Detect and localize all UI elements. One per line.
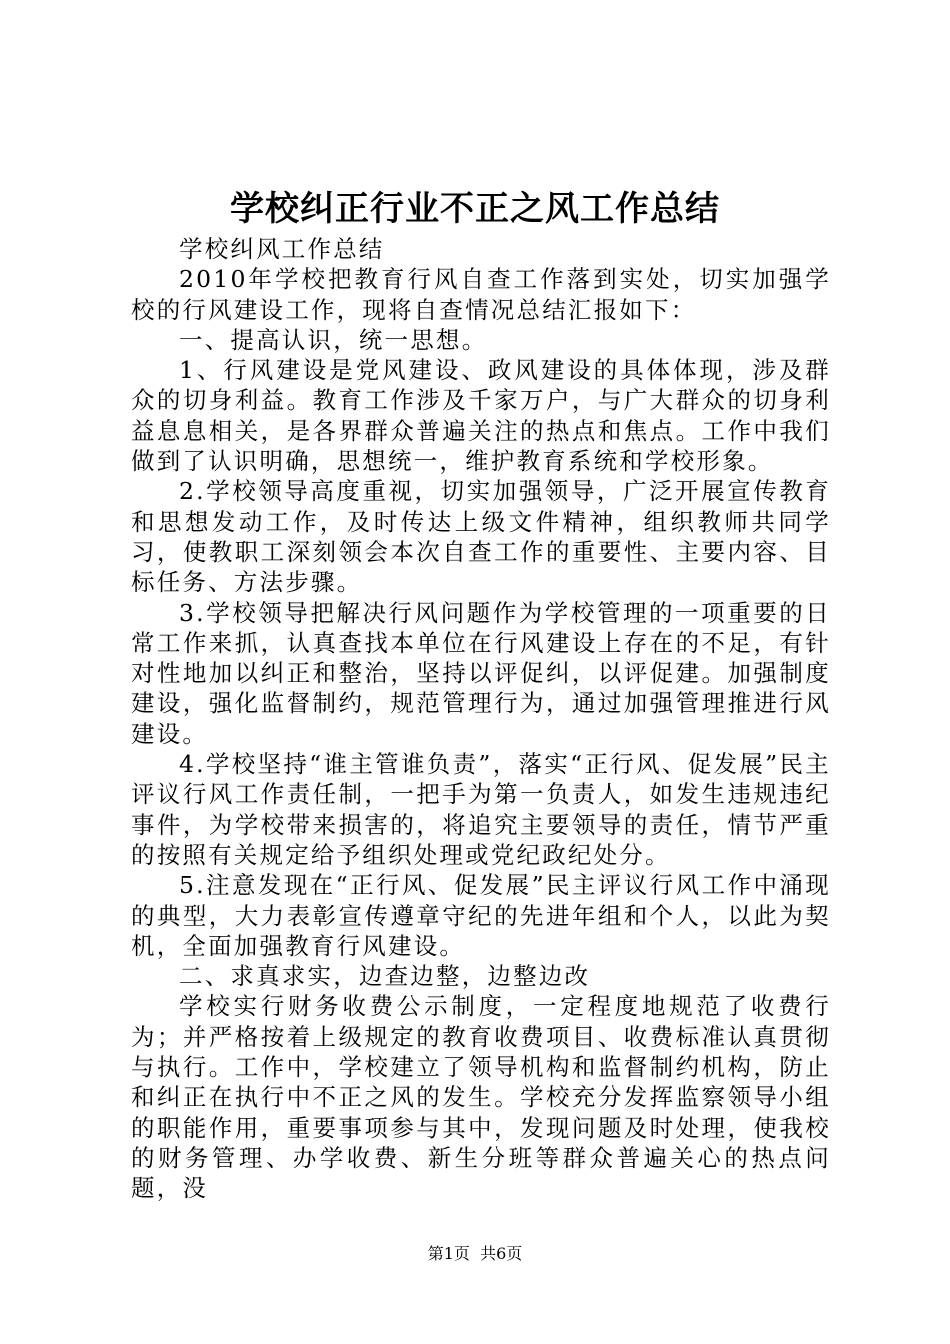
paragraph: 1、行风建设是党风建设、政风建设的具体体现，涉及群众的切身利益。教育工作涉及千家万户，与广大群众的切身利益息息相关，是各界群众普遍关注的热点和焦点。工作中我们做到了认识明确，思想统一，维护教育系统和学校形象。	[131, 356, 831, 476]
paragraph: 一、提高认识，统一思想。	[179, 325, 488, 354]
document-title: 学校纠正行业不正之风工作总结	[230, 189, 720, 229]
page-number: 第1页	[427, 1244, 470, 1263]
paragraph: 2010年学校把教育行风自查工作落到实处，切实加强学校的行风建设工作，现将自查情况总结汇报如下：	[131, 265, 831, 324]
document-body	[131, 234, 831, 1204]
page-footer	[0, 1244, 950, 1264]
paragraph: 学校纠风工作总结	[179, 235, 385, 263]
paragraph: 2.学校领导高度重视，切实加强领导，广泛开展宣传教育和思想发动工作，及时传达上级文件精神，组织教师共同学习，使教职工深刻领会本次自查工作的重要性、主要内容、目标任务、方法步骤。	[131, 477, 831, 597]
paragraph: 4.学校坚持“谁主管谁负责”，落实“正行风、促发展”民主评议行风工作责任制，一把手为第一负责人，如发生违规违纪事件，为学校带来损害的，将追究主要领导的责任，情节严重的按照有关规定给予组织处理或党纪政纪处分。	[131, 750, 831, 869]
paragraph: 学校实行财务收费公示制度，一定程度地规范了收费行为；并严格按着上级规定的教育收费项目、收费标准认真贯彻与执行。工作中，学校建立了领导机构和监督制约机构，防止和纠正在执行中不正之风的发生。学校充分发挥监察领导小组的职能作用，重要事项参与其中，发现问题及时处理，使我校的财务管理、办学收费、新生分班等群众普遍关心的热点问题，没	[131, 992, 831, 1203]
paragraph: 二、求真求实，边查边整，边整边改	[179, 962, 591, 991]
paragraph: 5.注意发现在“正行风、促发展”民主评议行风工作中涌现的典型，大力表彰宣传遵章守纪的先进年组和个人，以此为契机，全面加强教育行风建设。	[131, 871, 831, 960]
paragraph: 3.学校领导把解决行风问题作为学校管理的一项重要的日常工作来抓，认真查找本单位在行风建设上存在的不足，有针对性地加以纠正和整治，坚持以评促纠，以评促建。加强制度建设，强化监督制约，规范管理行为，通过加强管理推进行风建设。	[131, 598, 831, 748]
page-total: 共6页	[480, 1244, 523, 1263]
